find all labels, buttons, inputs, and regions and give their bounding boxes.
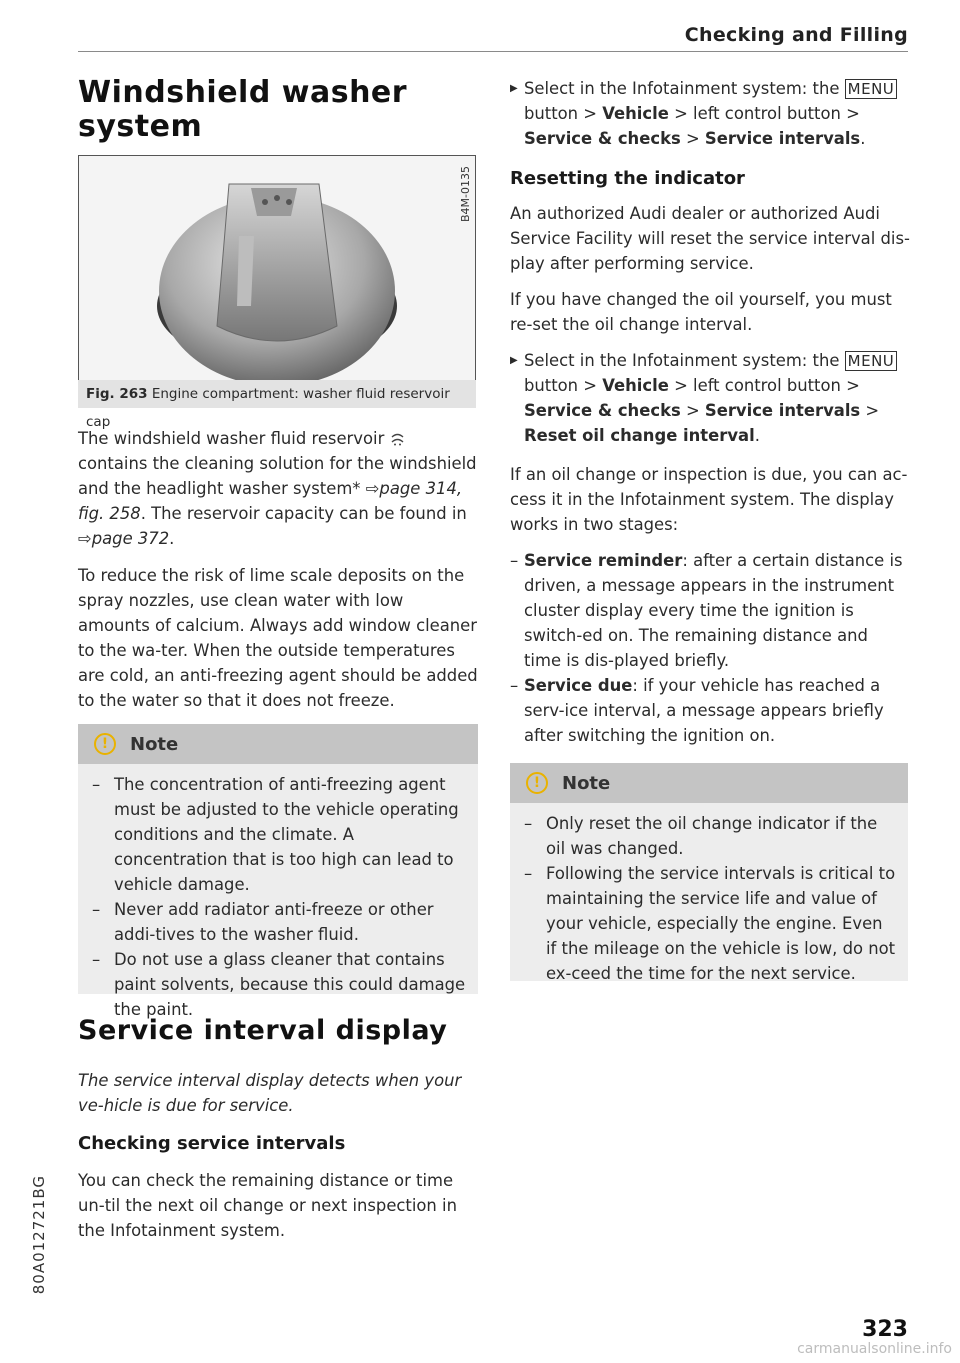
note-item: – Only reset the oil change indicator if the oil was changed. xyxy=(524,811,896,861)
section-header: Checking and Filling xyxy=(684,24,908,46)
reset-heading: Resetting the indicator xyxy=(510,168,745,189)
figure-caption xyxy=(78,380,476,430)
service-intro: The service interval display detects when your ve-hicle is due for service. xyxy=(78,1071,462,1115)
note-list xyxy=(510,803,908,990)
checking-text: You can check the remaining distance or time un-til the next oil change or next inspection in the Infotainment system. xyxy=(78,1171,457,1240)
note-header xyxy=(510,763,908,803)
document-code: 80A012721BG xyxy=(30,1175,48,1295)
washer-cap-illustration xyxy=(79,156,475,380)
note-item: – Do not use a glass cleaner that contains paint solvents, because this could damage the paint. xyxy=(92,947,466,1022)
note-item: – Never add radiator anti-freeze or other addi-tives to the washer fluid. xyxy=(92,897,466,947)
reset-paragraph-2: If you have changed the oil yourself, you must re-set the oil change interval. xyxy=(510,290,892,334)
note-item: – The concentration of anti-freezing agent must be adjusted to the vehicle operating conditions and the climate. A concentration that is too high can lead to vehicle damage. xyxy=(92,772,466,897)
page-title xyxy=(78,76,407,144)
page-reference-link[interactable]: ⇨page 372 xyxy=(78,529,170,548)
title-line-2: system xyxy=(78,109,203,144)
menu-button-key: MENU xyxy=(845,79,898,99)
page-reference-link[interactable]: ⇨page 314, fig. 258 xyxy=(78,479,463,523)
figure-washer-cap xyxy=(78,155,476,381)
reset-paragraph-1: An authorized Audi dealer or authorized Audi Service Facility will reset the service interval dis-play after performing service. xyxy=(510,204,910,273)
paragraph-lime-scale: To reduce the risk of lime scale deposits on the spray nozzles, use clean water with low amounts of calcium. Always add window cleaner to the wa-ter. When the outside temperatures are cold, an anti-freezing agent should be added to the water so that it does not freeze. xyxy=(78,566,478,710)
note-box-washer xyxy=(78,724,478,1019)
page-number: 323 xyxy=(862,1317,908,1342)
watermark-text: carmanualsonline.info xyxy=(797,1341,952,1357)
note-item: – Following the service intervals is critical to maintaining the service life and value of your vehicle, especially the engine. Even if the mileage on the vehicle is low, do not ex-ceed the time for the next service. xyxy=(524,861,896,986)
note-title: Note xyxy=(562,772,611,794)
header-divider xyxy=(78,51,908,52)
caption-number: Fig. 263 xyxy=(86,386,148,402)
note-title: Note xyxy=(130,733,179,755)
menu-button-key: MENU xyxy=(845,351,898,371)
stage-item: – Service reminder: after a certain distance is driven, a message appears in the instrument cluster display every time the ignition is switch-ed on. The remaining distance and time is dis-played briefly. xyxy=(510,548,910,673)
stage-item: – Service due: if your vehicle has reached a serv-ice interval, a message appears briefly after switching the ignition on. xyxy=(510,673,910,748)
due-paragraph: If an oil change or inspection is due, you can ac-cess it in the Infotainment system. The display works in two stages: xyxy=(510,465,908,534)
note-list xyxy=(78,764,478,1026)
intro-text-block xyxy=(78,426,478,713)
washer-fluid-icon xyxy=(390,428,405,442)
service-section-title: Service interval display xyxy=(78,1015,448,1046)
paragraph-reservoir: The windshield washer fluid reservoir contains the cleaning solution for the windshield and the headlight washer system* ⇨page 314, fig. 258. The reservoir capacity can be found in ⇨page 372. xyxy=(78,429,477,548)
caution-icon: ! xyxy=(94,733,116,755)
instruction-step: ▶ Select in the Infotainment system: the MENU button > Vehicle > left control button > Service & checks > Service intervals > Reset oil change interval. xyxy=(510,348,910,448)
note-header xyxy=(78,724,478,764)
stages-list xyxy=(510,548,910,748)
checking-heading: Checking service intervals xyxy=(78,1133,346,1154)
caption-text: Engine compartment: washer fluid reservoir cap xyxy=(86,386,450,430)
caution-icon: ! xyxy=(526,772,548,794)
figure-code: B4M-0135 xyxy=(459,166,472,222)
instruction-step: ▶ Select in the Infotainment system: the MENU button > Vehicle > left control button > Service & checks > Service intervals. xyxy=(510,76,910,151)
service-section xyxy=(78,1014,478,1243)
right-column xyxy=(510,76,910,748)
title-line-1: Windshield washer xyxy=(78,75,408,110)
note-box-service xyxy=(510,763,908,981)
